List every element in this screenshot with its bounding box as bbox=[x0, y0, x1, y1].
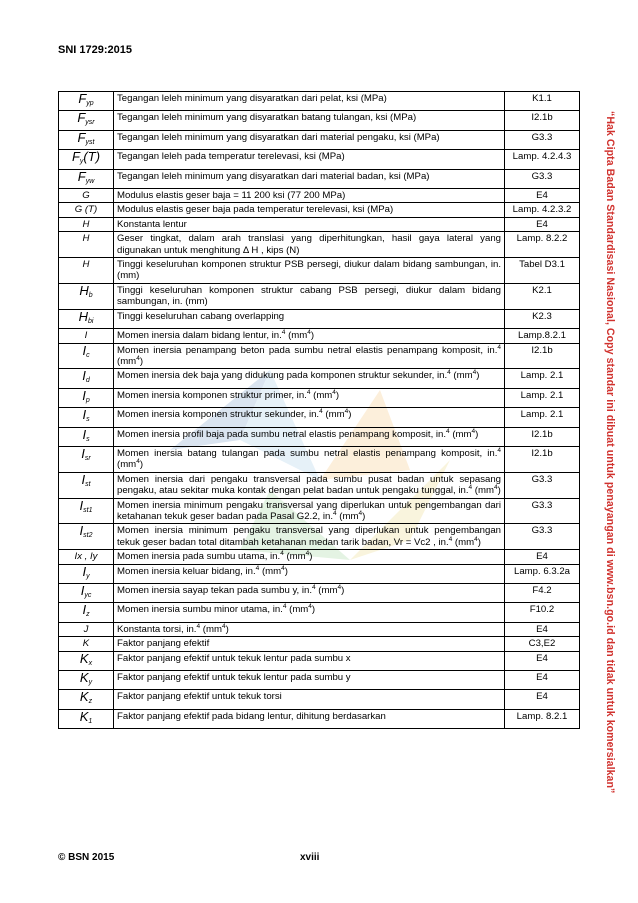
footer-page-number: xviii bbox=[300, 852, 320, 863]
reference-cell: K2.3 bbox=[505, 309, 580, 328]
description-cell: Momen inersia minimum pengaku transversal yang diperlukan untuk pengembangan dari ketahanan tekuk geser badan pada Pasal G2.2, in.$^4$ $(mm^4)$ bbox=[114, 498, 505, 524]
description-cell: Faktor panjang efektif pada bidang lentur, dihitung berdasarkan bbox=[114, 709, 505, 728]
symbol-cell bbox=[59, 446, 114, 472]
symbol-text: I bbox=[82, 426, 87, 442]
symbol-cell bbox=[59, 189, 114, 203]
copyright-watermark-text: “Hak Cipta Badan Standardisasi Nasional, Copy standar ini dibuat untuk penayangan di www.bsn.go.id dan tidak untuk komersialkan” bbox=[604, 110, 616, 794]
symbol-subscript: y bbox=[79, 158, 84, 166]
symbol-cell bbox=[59, 709, 114, 728]
table-row bbox=[59, 446, 580, 472]
table-row bbox=[59, 472, 580, 498]
reference-cell: I2.1b bbox=[505, 446, 580, 472]
table-row bbox=[59, 189, 580, 203]
reference-cell: E4 bbox=[505, 217, 580, 231]
symbol-cell bbox=[59, 111, 114, 130]
symbol-text: I bbox=[82, 407, 87, 423]
symbol-cell bbox=[59, 637, 114, 651]
reference-cell: Lamp. 8.2.1 bbox=[505, 709, 580, 728]
table-row bbox=[59, 309, 580, 328]
symbol-text: J bbox=[83, 623, 89, 635]
reference-cell: E4 bbox=[505, 690, 580, 709]
symbol-text: F bbox=[71, 149, 80, 165]
table-row bbox=[59, 709, 580, 728]
table-row bbox=[59, 564, 580, 583]
symbol-subscript: z bbox=[88, 698, 93, 706]
table-row bbox=[59, 603, 580, 622]
table-row bbox=[59, 690, 580, 709]
table-row bbox=[59, 369, 580, 388]
table-row bbox=[59, 427, 580, 446]
symbol-table bbox=[58, 91, 580, 729]
symbol-subscript: yw bbox=[85, 177, 95, 185]
description-cell: Faktor panjang efektif untuk tekuk lentur pada sumbu x bbox=[114, 651, 505, 670]
reference-cell: E4 bbox=[505, 671, 580, 690]
description-cell: Konstanta torsi, in.$^4$ $(mm^4)$ bbox=[114, 622, 505, 636]
description-cell: Tinggi keseluruhan komponen struktur PSB persegi, diukur dalam bidang sambungan, in. (mm) bbox=[114, 258, 505, 284]
symbol-subscript: st2 bbox=[83, 532, 93, 540]
symbol-text: F bbox=[77, 168, 86, 184]
description-cell: Momen inersia sayap tekan pada sumbu y, in.$^4$ $(mm^4)$ bbox=[114, 584, 505, 603]
reference-cell: Lamp. 8.2.2 bbox=[505, 232, 580, 258]
description-cell: Modulus elastis geser baja pada temperatur terelevasi, ksi (MPa) bbox=[114, 203, 505, 217]
symbol-subscript: c bbox=[86, 351, 90, 359]
symbol-cell bbox=[59, 92, 114, 111]
symbol-cell bbox=[59, 150, 114, 169]
reference-cell: Lamp. 4.2.4.3 bbox=[505, 150, 580, 169]
reference-cell: C3,E2 bbox=[505, 637, 580, 651]
table-row bbox=[59, 584, 580, 603]
description-cell: Momen inersia minimum pengaku transversal yang diperlukan untuk pengembangan tekuk geser badan total ditambah ketahanan medan tarik badan, Vr = Vc2 , in.$^4$ $(mm^4)$ bbox=[114, 524, 505, 550]
symbol-text: K bbox=[82, 638, 90, 650]
symbol-text: F bbox=[77, 110, 86, 126]
description-cell: Faktor panjang efektif bbox=[114, 637, 505, 651]
symbol-cell bbox=[59, 622, 114, 636]
copyright-watermark bbox=[598, 72, 622, 832]
reference-cell: Lamp.8.2.1 bbox=[505, 329, 580, 343]
symbol-subscript: ysr bbox=[85, 119, 95, 127]
symbol-text: K bbox=[79, 670, 89, 686]
symbol-subscript: s bbox=[86, 416, 90, 424]
symbol-cell bbox=[59, 524, 114, 550]
table-row bbox=[59, 550, 580, 564]
table-row bbox=[59, 524, 580, 550]
description-cell: Momen inersia profil baja pada sumbu netral elastis penampang komposit, in.$^4$ $(mm^4)$ bbox=[114, 427, 505, 446]
table-row bbox=[59, 92, 580, 111]
symbol-cell bbox=[59, 671, 114, 690]
description-cell: Momen inersia sumbu minor utama, in.$^4$ $(mm^4)$ bbox=[114, 603, 505, 622]
description-cell: Tinggi keseluruhan komponen struktur cabang PSB persegi, diukur dalam bidang sambungan, in. (mm) bbox=[114, 283, 505, 309]
table-row bbox=[59, 637, 580, 651]
reference-cell: E4 bbox=[505, 651, 580, 670]
symbol-cell bbox=[59, 472, 114, 498]
description-cell: Momen inersia dalam bidang lentur, in.$^4$ $(mm^4)$ bbox=[114, 329, 505, 343]
description-cell: Momen inersia komponen struktur primer, in.$^4$ $(mm^4)$ bbox=[114, 388, 505, 407]
symbol-text: H bbox=[82, 218, 90, 230]
reference-cell: F10.2 bbox=[505, 603, 580, 622]
table-row bbox=[59, 169, 580, 188]
symbol-text: I bbox=[82, 563, 87, 579]
description-cell: Momen inersia penampang beton pada sumbu netral elastis penampang komposit, in.$^4$ $(mm^4)$ bbox=[114, 343, 505, 369]
description-cell: Geser tingkat, dalam arah translasi yang diperhitungkan, hasil gaya lateral yang digunakan untuk menghitung Δ H , kips (N) bbox=[114, 232, 505, 258]
footer-copyright: © BSN 2015 bbox=[58, 852, 115, 863]
symbol-subscript: y bbox=[88, 679, 93, 687]
reference-cell: E4 bbox=[505, 550, 580, 564]
reference-cell: I2.1b bbox=[505, 343, 580, 369]
reference-cell: G3.3 bbox=[505, 472, 580, 498]
table-row bbox=[59, 150, 580, 169]
symbol-subscript: yst bbox=[85, 138, 95, 146]
symbol-cell bbox=[59, 408, 114, 427]
description-cell: Faktor panjang efektif untuk tekuk torsi bbox=[114, 690, 505, 709]
reference-cell: E4 bbox=[505, 189, 580, 203]
symbol-text: H bbox=[82, 259, 90, 271]
symbol-text: F bbox=[78, 91, 87, 106]
table-row bbox=[59, 232, 580, 258]
description-cell: Tegangan leleh pada temperatur terelevasi, ksi (MPa) bbox=[114, 150, 505, 169]
symbol-text: Ix , Iy bbox=[74, 551, 98, 563]
symbol-text: I bbox=[82, 342, 87, 358]
description-cell: Momen inersia dek baja yang didukung pada komponen struktur sekunder, in.$^4$ $(mm^4)$ bbox=[114, 369, 505, 388]
symbol-suffix: (T) bbox=[83, 149, 101, 165]
symbol-text: F bbox=[77, 129, 86, 145]
reference-cell: G3.3 bbox=[505, 169, 580, 188]
table-row bbox=[59, 111, 580, 130]
symbol-cell bbox=[59, 130, 114, 149]
symbol-cell bbox=[59, 169, 114, 188]
reference-cell: G3.3 bbox=[505, 524, 580, 550]
reference-cell: E4 bbox=[505, 622, 580, 636]
symbol-cell bbox=[59, 690, 114, 709]
symbol-subscript: s bbox=[86, 435, 90, 443]
description-cell: Tegangan leleh minimum yang disyaratkan batang tulangan, ksi (MPa) bbox=[114, 111, 505, 130]
reference-cell: Lamp. 2.1 bbox=[505, 388, 580, 407]
symbol-subscript: yc bbox=[84, 592, 92, 599]
reference-cell: K1.1 bbox=[505, 92, 580, 111]
symbol-subscript: d bbox=[85, 377, 90, 385]
symbol-subscript: sr bbox=[84, 454, 91, 462]
symbol-subscript: yp bbox=[86, 100, 94, 107]
description-cell: Konstanta lentur bbox=[114, 217, 505, 231]
symbol-subscript: bi bbox=[87, 317, 94, 325]
symbol-text: I bbox=[81, 445, 85, 461]
reference-cell: K2.1 bbox=[505, 283, 580, 309]
symbol-cell bbox=[59, 309, 114, 328]
symbol-cell bbox=[59, 564, 114, 583]
table-row bbox=[59, 408, 580, 427]
reference-cell: Lamp. 2.1 bbox=[505, 369, 580, 388]
symbol-text: K bbox=[79, 689, 89, 705]
description-cell: Tegangan leleh minimum yang disyaratkan dari material badan, ksi (MPa) bbox=[114, 169, 505, 188]
symbol-text: I bbox=[82, 368, 86, 384]
symbol-subscript: y bbox=[86, 572, 90, 580]
symbol-text: I bbox=[80, 583, 85, 598]
reference-cell: F4.2 bbox=[505, 584, 580, 603]
reference-cell: I2.1b bbox=[505, 111, 580, 130]
table-row bbox=[59, 258, 580, 284]
symbol-subscript: z bbox=[86, 611, 90, 619]
symbol-cell bbox=[59, 369, 114, 388]
symbol-cell bbox=[59, 427, 114, 446]
table-row bbox=[59, 329, 580, 343]
description-cell: Faktor panjang efektif untuk tekuk lentur pada sumbu y bbox=[114, 671, 505, 690]
description-cell: Modulus elastis geser baja = 11 200 ksi (77 200 MPa) bbox=[114, 189, 505, 203]
symbol-text: I bbox=[81, 471, 86, 487]
symbol-text: K bbox=[79, 650, 89, 666]
symbol-text: I bbox=[84, 330, 88, 342]
symbol-cell bbox=[59, 584, 114, 603]
symbol-cell bbox=[59, 203, 114, 217]
symbol-cell bbox=[59, 283, 114, 309]
symbol-cell bbox=[59, 388, 114, 407]
symbol-cell bbox=[59, 498, 114, 524]
description-cell: Momen inersia pada sumbu utama, in.$^4$ $(mm^4)$ bbox=[114, 550, 505, 564]
symbol-subscript: st1 bbox=[83, 506, 93, 514]
reference-cell: Lamp. 4.2.3.2 bbox=[505, 203, 580, 217]
symbol-subscript: 1 bbox=[88, 717, 93, 725]
reference-cell: G3.3 bbox=[505, 498, 580, 524]
symbol-text: H bbox=[82, 233, 90, 245]
symbol-cell bbox=[59, 258, 114, 284]
table-row bbox=[59, 671, 580, 690]
description-cell: Momen inersia dari pengaku transversal pada sumbu pusat badan untuk sepasang pengaku, atau sekitar muka kontak dengan pelat badan untuk pengaku tunggal, in.$^4$ $(mm^4)$ bbox=[114, 472, 505, 498]
description-cell: Momen inersia komponen struktur sekunder, in.$^4$ $(mm^4)$ bbox=[114, 408, 505, 427]
symbol-subscript: p bbox=[85, 396, 90, 404]
reference-cell: G3.3 bbox=[505, 130, 580, 149]
symbol-text: G bbox=[82, 190, 90, 202]
symbol-subscript: x bbox=[88, 659, 93, 667]
description-cell: Momen inersia batang tulangan pada sumbu netral elastis penampang komposit, in.$^4$ $(mm^4)$ bbox=[114, 446, 505, 472]
symbol-text: I bbox=[82, 602, 87, 618]
document-standard-title: SNI 1729:2015 bbox=[58, 44, 132, 56]
description-cell: Tegangan leleh minimum yang disyaratkan dari material pengaku, ksi (MPa) bbox=[114, 130, 505, 149]
symbol-cell bbox=[59, 550, 114, 564]
table-row bbox=[59, 498, 580, 524]
reference-cell: Lamp. 6.3.2a bbox=[505, 564, 580, 583]
symbol-cell bbox=[59, 603, 114, 622]
symbol-text: I bbox=[82, 387, 86, 403]
symbol-cell bbox=[59, 232, 114, 258]
symbol-text: K bbox=[79, 708, 89, 724]
table-row bbox=[59, 651, 580, 670]
table-row bbox=[59, 203, 580, 217]
reference-cell: Tabel D3.1 bbox=[505, 258, 580, 284]
table-row bbox=[59, 283, 580, 309]
symbol-subscript: st bbox=[85, 480, 91, 488]
symbol-subscript: b bbox=[88, 291, 93, 299]
table-row bbox=[59, 343, 580, 369]
description-cell: Momen inersia keluar bidang, in.$^4$ $(mm^4)$ bbox=[114, 564, 505, 583]
symbol-text: I bbox=[79, 523, 84, 539]
description-cell: Tinggi keseluruhan cabang overlapping bbox=[114, 309, 505, 328]
symbol-text: G (T) bbox=[74, 204, 98, 216]
reference-cell: Lamp. 2.1 bbox=[505, 408, 580, 427]
reference-cell: I2.1b bbox=[505, 427, 580, 446]
table-row bbox=[59, 217, 580, 231]
symbol-cell bbox=[59, 217, 114, 231]
symbol-cell bbox=[59, 651, 114, 670]
symbol-text: H bbox=[79, 282, 89, 298]
symbol-text: H bbox=[78, 308, 88, 324]
description-cell: Tegangan leleh minimum yang disyaratkan dari pelat, ksi (MPa) bbox=[114, 92, 505, 111]
table-row bbox=[59, 622, 580, 636]
symbol-cell bbox=[59, 329, 114, 343]
table-row bbox=[59, 130, 580, 149]
symbol-text: I bbox=[79, 497, 84, 513]
symbol-cell bbox=[59, 343, 114, 369]
table-row bbox=[59, 388, 580, 407]
